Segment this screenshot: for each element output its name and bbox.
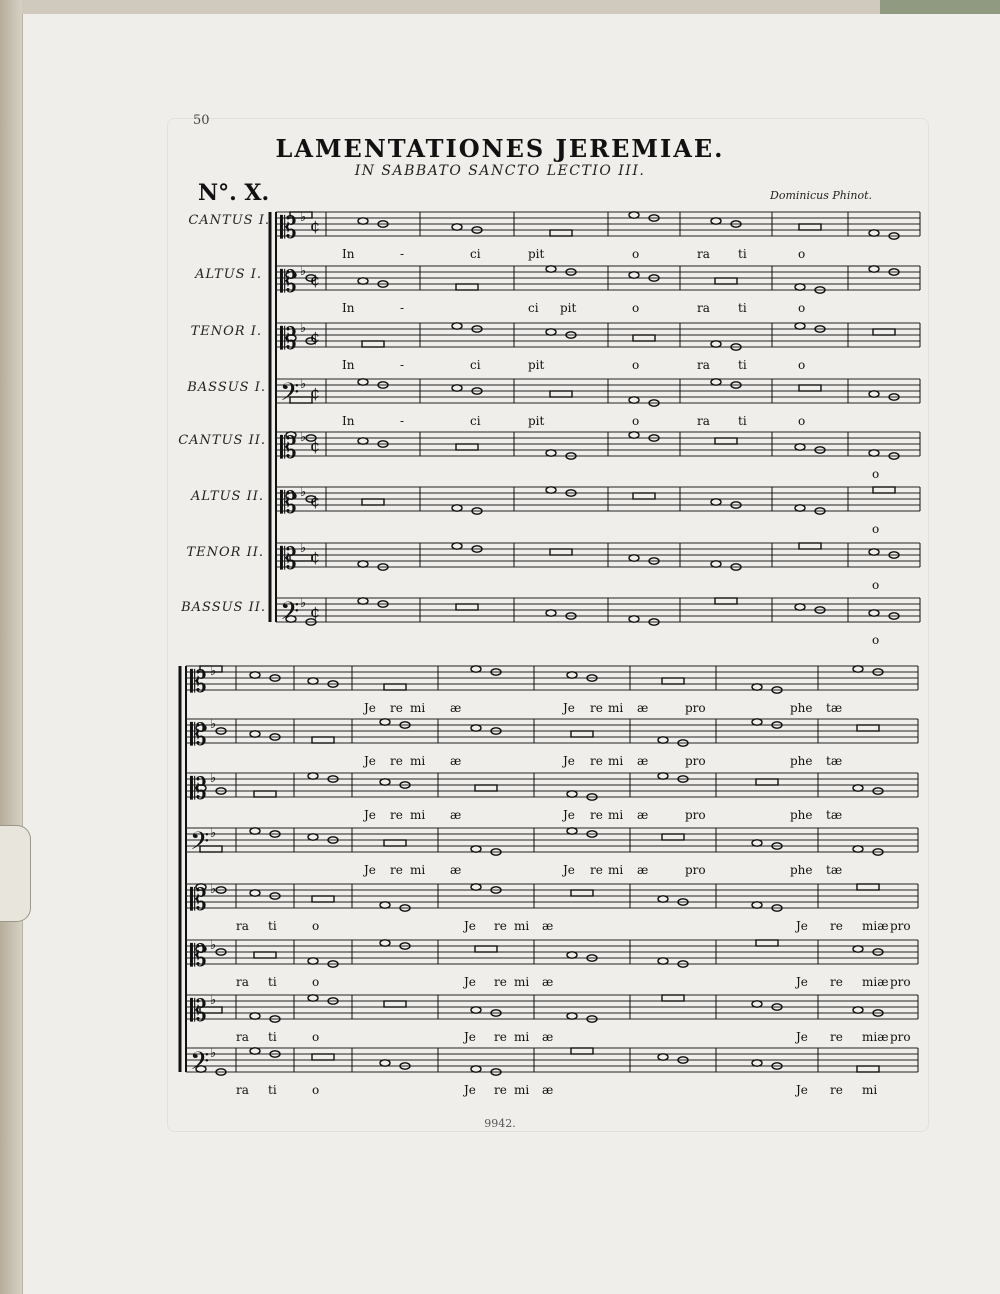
system1-breve-note (456, 284, 478, 290)
system2-breve-note (662, 995, 684, 1001)
system2-lyric-syllable: æ (637, 754, 649, 768)
system2-lyric-syllable: Je (563, 701, 575, 715)
system2-lyric-syllable: mi (514, 1083, 530, 1097)
system2-lyric-syllable: Je (796, 1030, 808, 1044)
system1-lyric-syllable: o (632, 301, 640, 315)
system1-lyric-syllable: In (342, 301, 355, 315)
system1-breve-note (550, 230, 572, 236)
system2-semibreve-note (752, 902, 762, 908)
system2-flat-icon: ♭ (210, 882, 217, 897)
system2-semibreve-note (471, 1066, 481, 1072)
system2-semibreve-note (752, 684, 762, 690)
system2-lyric-syllable: tæ (826, 754, 843, 768)
system2-semibreve-note (658, 773, 668, 779)
system1-time-signature-icon: ¢ (310, 383, 321, 403)
system2-lyric-syllable: mi (608, 863, 624, 877)
system2-lyric-syllable: o (312, 1083, 320, 1097)
system1-semibreve-note (711, 499, 721, 505)
system2-semibreve-note (658, 896, 668, 902)
system2-lyric-syllable: Je (563, 808, 575, 822)
system2-lyric-syllable: æ (450, 701, 462, 715)
system1-breve-note (799, 385, 821, 391)
system2-lyric-syllable: phe (790, 863, 813, 877)
system2-semibreve-note (752, 1001, 762, 1007)
system2-lyric-syllable: Je (563, 754, 575, 768)
system2-breve-note (384, 1001, 406, 1007)
system2-semibreve-note (853, 785, 863, 791)
system1-lyric-syllable: ci (528, 301, 539, 315)
system2-breve-note (384, 684, 406, 690)
system2-lyric-syllable: mi (608, 754, 624, 768)
system2-lyric-syllable: æ (450, 754, 462, 768)
system2-semibreve-note (853, 666, 863, 672)
system1-semibreve-note (795, 323, 805, 329)
system2-semibreve-note (308, 834, 318, 840)
system2-lyric-syllable: re (390, 701, 403, 715)
system1-lyric-syllable: ci (470, 358, 481, 372)
system1-clef-tenor-icon: 𝄡 (280, 211, 297, 246)
system2-lyric-syllable: re (830, 975, 843, 989)
system1-semibreve-note (629, 555, 639, 561)
system1-semibreve-note (795, 505, 805, 511)
system2-lyric-syllable: æ (542, 1030, 554, 1044)
page-subtitle: IN SABBATO SANCTO LECTIO III. (354, 163, 646, 179)
system2-semibreve-note (250, 828, 260, 834)
system2-lyric-syllable: mi (514, 975, 530, 989)
system2-lyric-syllable: æ (450, 808, 462, 822)
system2-lyric-syllable: mi (608, 701, 624, 715)
system1-semibreve-note (546, 266, 556, 272)
system2-lyric-syllable: re (830, 1030, 843, 1044)
system2-breve-note (756, 940, 778, 946)
system2-lyric-syllable: pro (890, 1030, 911, 1044)
system2-flat-icon: ♭ (210, 993, 217, 1008)
system2-lyric-syllable: phe (790, 808, 813, 822)
system2-lyric-syllable: re (590, 863, 603, 877)
system2-lyric-syllable: æ (542, 919, 554, 933)
system2-lyric-syllable: mi (514, 1030, 530, 1044)
system2-semibreve-note (853, 1007, 863, 1013)
system1-lyric-syllable: o (632, 247, 640, 261)
system2-flat-icon: ♭ (210, 938, 217, 953)
system1-semibreve-note (869, 450, 879, 456)
voice-label-tenor-1: TENOR I. (190, 324, 262, 339)
system2-lyric-syllable: re (830, 919, 843, 933)
system1-lyric-syllable: - (400, 358, 405, 372)
system1-lyric-syllable: o (872, 467, 880, 481)
system2-semibreve-note (380, 940, 390, 946)
system1-lyric-syllable: o (798, 358, 806, 372)
system2-breve-note (254, 791, 276, 797)
system2-breve-note (254, 952, 276, 958)
system1-lyric-syllable: o (872, 633, 880, 647)
system2-lyric-syllable: ra (236, 975, 249, 989)
system1-semibreve-note (711, 218, 721, 224)
system1-breve-note (799, 224, 821, 230)
system1-time-signature-icon: ¢ (310, 436, 321, 456)
system2-semibreve-note (250, 731, 260, 737)
system1-semibreve-note (452, 385, 462, 391)
system2-clef-tenor-icon: 𝄡 (190, 772, 207, 807)
system1-semibreve-note (358, 438, 368, 444)
system2-breve-note (857, 1066, 879, 1072)
system1-breve-note (456, 444, 478, 450)
system1-semibreve-note (629, 272, 639, 278)
system1-time-signature-icon: ¢ (310, 216, 321, 236)
voice-label-bassus-2: BASSUS II. (181, 600, 266, 615)
system2-semibreve-note (567, 952, 577, 958)
voice-label-altus-2: ALTUS II. (190, 489, 264, 504)
system1-lyric-syllable: ra (697, 301, 710, 315)
system2-lyric-syllable: mi (410, 754, 426, 768)
system2-lyric-syllable: ti (268, 1083, 277, 1097)
system2-lyric-syllable: æ (637, 863, 649, 877)
system2-breve-note (475, 785, 497, 791)
system1-semibreve-note (711, 341, 721, 347)
system1-breve-note (362, 341, 384, 347)
voice-label-cantus-1: CANTUS I. (188, 213, 270, 228)
system2-lyric-syllable: mi (410, 863, 426, 877)
system1-semibreve-note (629, 616, 639, 622)
system1-semibreve-note (869, 230, 879, 236)
system2-semibreve-note (308, 678, 318, 684)
system2-lyric-syllable: o (312, 1030, 320, 1044)
system1-lyric-syllable: pit (528, 414, 545, 428)
system1-time-signature-icon: ¢ (310, 270, 321, 290)
system1-breve-note (362, 499, 384, 505)
system1-lyric-syllable: pit (528, 247, 545, 261)
system2-clef-tenor-icon: 𝄡 (190, 994, 207, 1029)
system1-lyric-syllable: In (342, 358, 355, 372)
system1-breve-note (550, 549, 572, 555)
system2-semibreve-note (250, 1048, 260, 1054)
system1-semibreve-note (711, 379, 721, 385)
system2-breve-note (312, 896, 334, 902)
system1-semibreve-note (629, 212, 639, 218)
system1-lyric-syllable: ra (697, 358, 710, 372)
system2-lyric-syllable: pro (685, 701, 706, 715)
system2-flat-icon: ♭ (210, 826, 217, 841)
system2-lyric-syllable: Je (364, 808, 376, 822)
voice-label-altus-1: ALTUS I. (195, 267, 262, 282)
system2-breve-note (312, 1054, 334, 1060)
system2-lyric-syllable: Je (563, 863, 575, 877)
system1-clef-bass-icon: 𝄢 (280, 597, 300, 632)
system2-lyric-syllable: re (390, 754, 403, 768)
system1-lyric-syllable: o (798, 414, 806, 428)
system2-lyric-syllable: Je (364, 701, 376, 715)
system2-lyric-syllable: pro (890, 975, 911, 989)
system1-semibreve-note (358, 278, 368, 284)
system2-lyric-syllable: re (494, 1030, 507, 1044)
system1-semibreve-note (358, 598, 368, 604)
system2-semibreve-note (308, 995, 318, 1001)
system2-lyric-syllable: pro (685, 754, 706, 768)
piece-number: N°. X. (198, 180, 270, 206)
system1-lyric-syllable: In (342, 414, 355, 428)
system1-semibreve-note (711, 561, 721, 567)
system2-breve-note (312, 737, 334, 743)
system2-clef-tenor-icon: 𝄡 (190, 883, 207, 918)
system2-lyric-syllable: re (590, 701, 603, 715)
page-title: LAMENTATIONES JEREMIAE. (275, 134, 725, 163)
system2-breve-note (662, 834, 684, 840)
system1-semibreve-note (546, 329, 556, 335)
system1-lyric-syllable: o (872, 522, 880, 536)
system2-lyric-syllable: ra (236, 1030, 249, 1044)
system2-lyric-syllable: miæ (862, 919, 889, 933)
system2-lyric-syllable: re (390, 863, 403, 877)
system1-flat-icon: ♭ (300, 264, 307, 279)
system2-flat-icon: ♭ (210, 1046, 217, 1061)
system1-semibreve-note (546, 487, 556, 493)
system1-breve-note (715, 278, 737, 284)
system2-lyric-syllable: tæ (826, 863, 843, 877)
system1-breve-note (550, 391, 572, 397)
system2-lyric-syllable: mi (514, 919, 530, 933)
system2-clef-tenor-icon: 𝄡 (190, 939, 207, 974)
system1-semibreve-note (869, 549, 879, 555)
system2-clef-tenor-icon: 𝄡 (190, 718, 207, 753)
system2-breve-note (571, 890, 593, 896)
system1-lyric-syllable: ci (470, 414, 481, 428)
system1-semibreve-note (358, 561, 368, 567)
system2-lyric-syllable: o (312, 975, 320, 989)
system1-lyric-syllable: o (798, 247, 806, 261)
system1-lyric-syllable: ra (697, 247, 710, 261)
system1-semibreve-note (795, 444, 805, 450)
system1-clef-bass-icon: 𝄢 (280, 378, 300, 413)
system2-lyric-syllable: miæ (862, 975, 889, 989)
system2-lyric-syllable: Je (464, 975, 476, 989)
system2-lyric-syllable: Je (796, 1083, 808, 1097)
system1-clef-tenor-icon: 𝄡 (280, 322, 297, 357)
system2-semibreve-note (308, 773, 318, 779)
system2-flat-icon: ♭ (210, 664, 217, 679)
system2-lyric-syllable: mi (410, 808, 426, 822)
system2-lyric-syllable: Je (364, 863, 376, 877)
system1-breve-note (873, 329, 895, 335)
system2-semibreve-note (380, 902, 390, 908)
system2-breve-note (571, 1048, 593, 1054)
system2-lyric-syllable: ti (268, 1030, 277, 1044)
system2-semibreve-note (308, 958, 318, 964)
system1-flat-icon: ♭ (300, 541, 307, 556)
system2-lyric-syllable: ti (268, 975, 277, 989)
system2-semibreve-note (658, 958, 668, 964)
system2-lyric-syllable: ra (236, 919, 249, 933)
system1-semibreve-note (452, 505, 462, 511)
system2-semibreve-note (250, 1013, 260, 1019)
system2-semibreve-note (752, 719, 762, 725)
system1-clef-tenor-icon: 𝄡 (280, 431, 297, 466)
system1-semibreve-note (546, 610, 556, 616)
system2-lyric-syllable: Je (464, 1030, 476, 1044)
system1-breve-note (799, 543, 821, 549)
system2-lyric-syllable: æ (637, 701, 649, 715)
system2-clef-bass-icon: 𝄢 (190, 1047, 210, 1082)
system1-breve-note (633, 335, 655, 341)
system1-semibreve-note (358, 379, 368, 385)
system2-lyric-syllable: æ (542, 1083, 554, 1097)
system2-lyric-syllable: re (830, 1083, 843, 1097)
system2-lyric-syllable: Je (364, 754, 376, 768)
voice-label-tenor-2: TENOR II. (186, 545, 264, 560)
system2-breve-note (571, 731, 593, 737)
system2-clef-bass-icon: 𝄢 (190, 827, 210, 862)
system2-lyric-syllable: ti (268, 919, 277, 933)
system1-flat-icon: ♭ (300, 377, 307, 392)
system1-semibreve-note (452, 224, 462, 230)
system1-lyric-syllable: - (400, 247, 405, 261)
system2-lyric-syllable: re (494, 975, 507, 989)
system1-lyric-syllable: ti (738, 247, 747, 261)
system1-lyric-syllable: pit (560, 301, 577, 315)
system2-semibreve-note (471, 1007, 481, 1013)
system2-lyric-syllable: mi (862, 1083, 878, 1097)
system1-breve-note (456, 604, 478, 610)
system1-lyric-syllable: o (632, 414, 640, 428)
system2-semibreve-note (567, 791, 577, 797)
system1-semibreve-note (795, 604, 805, 610)
system1-semibreve-note (869, 610, 879, 616)
system2-semibreve-note (567, 828, 577, 834)
system2-semibreve-note (567, 672, 577, 678)
page-number: 50 (193, 113, 210, 128)
system1-time-signature-icon: ¢ (310, 491, 321, 511)
system2-lyric-syllable: o (312, 919, 320, 933)
system2-semibreve-note (853, 846, 863, 852)
system2-semibreve-note (250, 672, 260, 678)
system1-flat-icon: ♭ (300, 596, 307, 611)
system1-lyric-syllable: ti (738, 358, 747, 372)
system1-lyric-syllable: In (342, 247, 355, 261)
system1-clef-tenor-icon: 𝄡 (280, 265, 297, 300)
system1-semibreve-note (452, 323, 462, 329)
system2-semibreve-note (380, 779, 390, 785)
system1-semibreve-note (358, 218, 368, 224)
system1-semibreve-note (546, 450, 556, 456)
system1-time-signature-icon: ¢ (310, 602, 321, 622)
system2-breve-note (756, 779, 778, 785)
system2-clef-tenor-icon: 𝄡 (190, 665, 207, 700)
system1-semibreve-note (629, 432, 639, 438)
system2-lyric-syllable: Je (796, 975, 808, 989)
system1-lyric-syllable: o (872, 578, 880, 592)
system2-lyric-syllable: miæ (862, 1030, 889, 1044)
system1-semibreve-note (629, 397, 639, 403)
system2-lyric-syllable: mi (410, 701, 426, 715)
system1-breve-note (873, 487, 895, 493)
system1-lyric-syllable: - (400, 301, 405, 315)
system2-lyric-syllable: tæ (826, 808, 843, 822)
system2-semibreve-note (752, 1060, 762, 1066)
system1-flat-icon: ♭ (300, 210, 307, 225)
system2-flat-icon: ♭ (210, 717, 217, 732)
system1-semibreve-note (452, 543, 462, 549)
system1-time-signature-icon: ¢ (310, 547, 321, 567)
system2-lyric-syllable: phe (790, 701, 813, 715)
system1-lyric-syllable: ti (738, 301, 747, 315)
system1-lyric-syllable: o (632, 358, 640, 372)
system1-breve-note (633, 493, 655, 499)
system1-semibreve-note (869, 391, 879, 397)
system2-semibreve-note (471, 884, 481, 890)
system2-lyric-syllable: re (494, 1083, 507, 1097)
system2-breve-note (857, 725, 879, 731)
system1-breve-note (715, 598, 737, 604)
system2-breve-note (662, 678, 684, 684)
system1-breve-note (715, 438, 737, 444)
voice-label-cantus-2: CANTUS II. (178, 433, 266, 448)
system2-lyric-syllable: pro (685, 808, 706, 822)
system1-flat-icon: ♭ (300, 485, 307, 500)
system2-semibreve-note (567, 1013, 577, 1019)
system2-lyric-syllable: Je (464, 1083, 476, 1097)
system2-semibreve-note (471, 725, 481, 731)
system2-semibreve-note (471, 846, 481, 852)
system2-lyric-syllable: æ (542, 975, 554, 989)
system2-lyric-syllable: re (590, 754, 603, 768)
system2-semibreve-note (752, 840, 762, 846)
system1-lyric-syllable: ci (470, 247, 481, 261)
system2-semibreve-note (380, 1060, 390, 1066)
system2-lyric-syllable: Je (796, 919, 808, 933)
system2-semibreve-note (380, 719, 390, 725)
system2-lyric-syllable: mi (608, 808, 624, 822)
system1-clef-tenor-icon: 𝄡 (280, 542, 297, 577)
system1-lyric-syllable: o (798, 301, 806, 315)
plate-number: 9942. (484, 1117, 516, 1130)
system1-time-signature-icon: ¢ (310, 327, 321, 347)
system1-semibreve-note (869, 266, 879, 272)
system1-lyric-syllable: - (400, 414, 405, 428)
system2-lyric-syllable: re (590, 808, 603, 822)
system1-clef-tenor-icon: 𝄡 (280, 486, 297, 521)
system2-breve-note (384, 840, 406, 846)
system1-flat-icon: ♭ (300, 321, 307, 336)
system1-semibreve-note (795, 284, 805, 290)
system2-breve-note (857, 884, 879, 890)
system2-semibreve-note (250, 890, 260, 896)
voice-label-bassus-1: BASSUS I. (187, 380, 266, 395)
system2-lyric-syllable: re (390, 808, 403, 822)
system1-lyric-syllable: ra (697, 414, 710, 428)
composer-name: Dominicus Phinot. (770, 189, 873, 202)
system1-lyric-syllable: ti (738, 414, 747, 428)
system2-flat-icon: ♭ (210, 771, 217, 786)
system2-lyric-syllable: æ (450, 863, 462, 877)
system2-lyric-syllable: tæ (826, 701, 843, 715)
system2-breve-note (475, 946, 497, 952)
system1-lyric-syllable: pit (528, 358, 545, 372)
system2-lyric-syllable: ra (236, 1083, 249, 1097)
system2-lyric-syllable: Je (464, 919, 476, 933)
system2-lyric-syllable: re (494, 919, 507, 933)
system2-lyric-syllable: pro (685, 863, 706, 877)
system1-flat-icon: ♭ (300, 430, 307, 445)
system2-semibreve-note (853, 946, 863, 952)
system2-semibreve-note (658, 1054, 668, 1060)
system2-semibreve-note (471, 666, 481, 672)
system2-lyric-syllable: pro (890, 919, 911, 933)
system2-semibreve-note (658, 737, 668, 743)
system2-lyric-syllable: phe (790, 754, 813, 768)
system2-lyric-syllable: æ (637, 808, 649, 822)
